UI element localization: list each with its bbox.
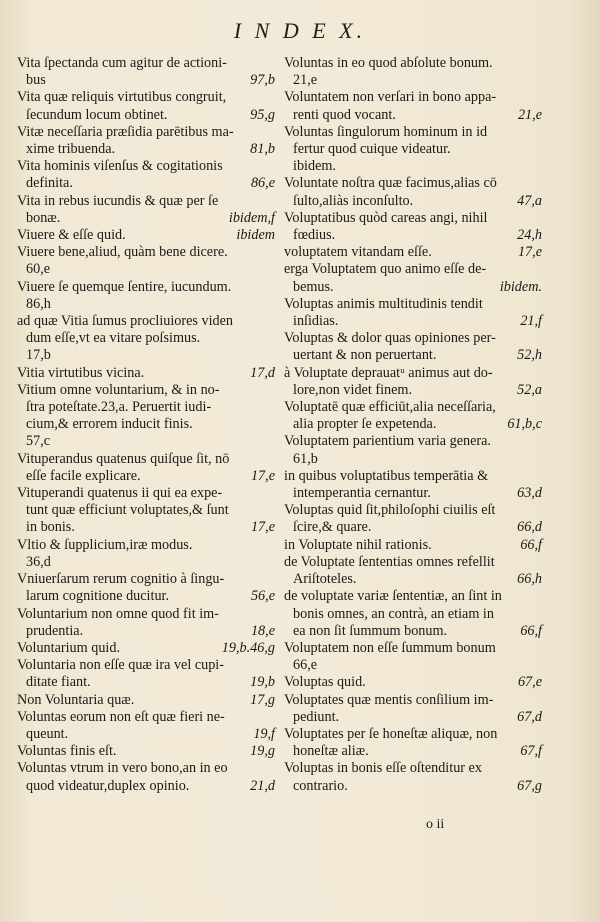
index-entry [17,640,275,657]
entry-text-line: Voluntaria non eſſe quæ ira vel cupi- [17,657,224,674]
index-entry [17,485,275,537]
entry-text-line: bemus. [293,278,334,295]
index-entry [284,433,542,467]
index-column-left [17,55,275,795]
index-entry [17,124,275,158]
page-reference: 21,e [517,106,542,123]
entry-text-line: dum eſſe,vt ea vitare poſsimus. [26,330,201,347]
page-reference: 67,d [517,708,542,725]
index-entry [17,244,275,278]
entry-text-line: Voluntate noſtra quæ facimus,alias cō [284,175,497,192]
page-reference: 66,f [520,536,542,553]
entry-text-line: Vniuerſarum rerum cognitio à ſingu- [17,571,225,588]
entry-text-line: Vitia virtutibus vicina. [17,364,145,381]
index-entry [17,571,275,605]
index-entry [17,743,275,760]
entry-text-line: erga Voluptatem quo animo eſſe de- [284,261,487,278]
index-entry [284,124,542,176]
page-reference: 66,d [517,519,542,536]
entry-text-line: Non Voluntaria quæ. [17,691,135,708]
entry-text-line: Voluptas in bonis eſſe oſtenditur ex [284,760,482,777]
index-entry [284,502,542,536]
entry-text-line: de Voluptate ſententias omnes refellit [284,553,495,570]
entry-text-line: 57,c [26,433,51,450]
page-reference: 19,b.46,g [221,639,275,656]
entry-text-line: ſcire,& quare. [293,519,372,536]
page-reference: 19,f [253,725,275,742]
entry-text-line: Viuere bene,aliud, quàm bene dicere. [17,244,228,261]
entry-text-line: fertur quod cuique videatur. [293,141,451,158]
entry-text-line: fœdius. [293,227,336,244]
page-reference: ibidem [236,227,275,244]
page-reference: 18,e [250,622,275,639]
entry-text-line: Viuere & eſſe quid. [17,227,126,244]
entry-text-line: bonæ. [26,209,61,226]
entry-text-line: pediunt. [293,708,340,725]
page-reference: 17,g [250,691,275,708]
entry-text-line: prudentia. [26,622,84,639]
index-entry [17,313,275,365]
entry-text-line: inſidias. [293,313,339,330]
entry-text-line: Voluptatem parientium varia genera. [284,433,491,450]
entry-text-line: honeſtæ aliæ. [293,743,369,760]
entry-text-line: eſſe facile explicare. [26,467,141,484]
index-entry [284,296,542,330]
entry-text-line: Vituperandi quatenus ii qui ea expe- [17,485,223,502]
entry-text-line: alia propter ſe expetenda. [293,416,437,433]
index-entry [284,726,542,760]
entry-text-line: ſulto,aliàs inconſulto. [293,192,414,209]
index-entry [284,330,542,364]
entry-text-line: ſecundum locum obtinet. [26,106,168,123]
index-entry [284,261,542,295]
page-reference: 86,e [250,175,275,192]
entry-text-line: de voluptate variæ ſententiæ, an ſint in [284,588,502,605]
page-reference: 52,h [517,347,542,364]
page-reference: 97,b [250,72,275,89]
page-reference: 95,g [250,106,275,123]
index-entry [17,537,275,571]
page-reference: 67,e [517,674,542,691]
entry-text-line: 66,e [293,657,318,674]
page-reference: 61,b,c [507,416,542,433]
entry-text-line: lore,non videt finem. [293,381,412,398]
entry-text-line: Voluptatibus quòd careas angi, nihil [284,209,488,226]
entry-text-line: in Voluptate nihil rationis. [284,536,432,553]
index-entry [284,588,542,640]
entry-text-line: bonis omnes, an contrà, an etiam in [293,605,494,622]
entry-text-line: Voluptas quid. [284,674,366,691]
entry-text-line: Voluntas finis eſt. [17,743,117,760]
entry-text-line: bus [26,72,46,89]
entry-text-line: 61,b [293,450,318,467]
page-reference: 19,b [250,674,275,691]
index-entry [284,55,542,89]
entry-text-line: contrario. [293,777,348,794]
entry-text-line: Ariſtoteles. [293,571,357,588]
index-entry [284,468,542,502]
entry-text-line: intemperantia cernantur. [293,485,431,502]
page-reference: ibidem. [499,278,542,295]
index-entry [17,193,275,227]
page-reference: 81,b [250,141,275,158]
index-entry [17,365,275,382]
entry-text-line: renti quod vocant. [293,106,396,123]
entry-text-line: 36,d [26,553,51,570]
index-entry [284,554,542,588]
page-reference: 66,h [517,571,542,588]
entry-text-line: Voluptas animis multitudinis tendit [284,295,483,312]
entry-text-line: ea non ſit ſummum bonum. [293,622,448,639]
entry-text-line: à Voluptate deprauatᵘ animus aut do- [284,364,493,381]
page-reference: 56,e [250,588,275,605]
entry-text-line: tunt quæ efficiunt voluptates,& ſunt [26,502,229,519]
entry-text-line: Voluntas ſingulorum hominum in id [284,123,488,140]
signature-mark: o ii [426,817,445,832]
index-entry [284,674,542,691]
entry-text-line: ad quæ Vitia ſumus procliuiores viden [17,313,234,330]
entry-text-line: definita. [26,175,73,192]
entry-text-line: in quibus voluptatibus temperātia & [284,467,489,484]
index-entry [17,227,275,244]
entry-text-line: 60,e [26,261,51,278]
entry-text-line: ibidem. [293,158,336,175]
index-entry [284,640,542,674]
entry-text-line: Voluntarium non omne quod fit im- [17,605,219,622]
entry-text-line: Voluntas vtrum in vero bono,an in eo [17,760,228,777]
page-reference: 24,h [517,227,542,244]
entry-text-line: Voluptatem non eſſe ſummum bonum [284,639,496,656]
index-entry [17,657,275,691]
entry-text-line: Vltio & ſupplicium,iræ modus. [17,536,193,553]
index-entry [17,606,275,640]
entry-text-line: Voluntarium quid. [17,639,120,656]
entry-text-line: Voluptas & dolor quas opiniones per- [284,330,496,347]
entry-text-line: Voluptatē quæ efficiūt,alia neceſſaria, [284,399,496,416]
entry-text-line: Vita quæ reliquis virtutibus congruit, [17,89,227,106]
index-entry [284,175,542,209]
page-reference: 52,a [517,381,542,398]
entry-text-line: Voluptas quid ſit,philoſophi ciuilis eſt [284,502,496,519]
index-entry [17,89,275,123]
page-reference: 67,g [517,777,542,794]
page-reference: 47,a [517,192,542,209]
index-entry [17,451,275,485]
page-reference: 66,f [520,622,542,639]
index-entry [17,382,275,451]
page-reference: 63,d [517,485,542,502]
index-entry [284,89,542,123]
index-entry [284,365,542,399]
index-entry [17,692,275,709]
entry-text-line: 17,b [26,347,51,364]
entry-text-line: Vita hominis viſenſus & cogitationis [17,158,223,175]
page-reference: 19,g [250,743,275,760]
page-reference: 17,e [517,244,542,261]
entry-text-line: ditate fiant. [26,674,91,691]
page-reference: 21,f [520,313,542,330]
index-entry [17,279,275,313]
entry-text-line: Vita ſpectanda cum agitur de actioni- [17,55,227,71]
entry-text-line: cium,& errorem inducit finis. [26,416,193,433]
page-reference: ibidem,f [228,209,275,226]
entry-text-line: Vitæ neceſſaria præſidia parētibus ma- [17,123,234,140]
index-entry [17,158,275,192]
entry-text-line: Vita in rebus iucundis & quæ per ſe [17,192,219,209]
page-reference: 67,f [520,743,542,760]
entry-text-line: Vitium omne voluntarium, & in no- [17,381,220,398]
entry-text-line: Voluntatem non verſari in bono appa- [284,89,497,106]
index-entry [284,399,542,433]
page-title: I N D E X. [233,18,367,43]
index-entry [284,760,542,794]
entry-text-line: uertant & non peruertant. [293,347,437,364]
index-entry [17,55,275,89]
page-reference: 21,d [250,777,275,794]
index-entry [17,709,275,743]
entry-text-line: Viuere ſe quemque ſentire, iucundum. [17,278,232,295]
entry-text-line: 86,h [26,295,51,312]
page-reference: 17,e [250,519,275,536]
entry-text-line: 21,e [293,72,318,89]
entry-text-line: Voluntas eorum non eſt quæ fieri ne- [17,708,225,725]
index-entry [284,692,542,726]
entry-text-line: Vituperandus quatenus quiſque ſit, nō [17,450,230,467]
entry-text-line: quod videatur,duplex opinio. [26,777,190,794]
entry-text-line: ſtra poteſtate.23,a. Peruertit iudi- [26,399,212,416]
entry-text-line: Voluptates per ſe honeſtæ aliquæ, non [284,725,498,742]
page-reference: 17,d [250,364,275,381]
index-entry [17,760,275,794]
index-entry [284,210,542,244]
entry-text-line: queunt. [26,725,69,742]
page-reference: 17,e [250,467,275,484]
index-entry [284,537,542,554]
entry-text-line: Voluptates quæ mentis conſilium im- [284,691,494,708]
entry-text-line: in bonis. [26,519,75,536]
entry-text-line: larum cognitione ducitur. [26,588,170,605]
index-column-right [284,55,542,795]
entry-text-line: voluptatem vitandam eſſe. [284,244,432,261]
entry-text-line: xime tribuenda. [26,141,116,158]
entry-text-line: Voluntas in eo quod abſolute bonum. [284,55,493,71]
index-entry [284,244,542,261]
